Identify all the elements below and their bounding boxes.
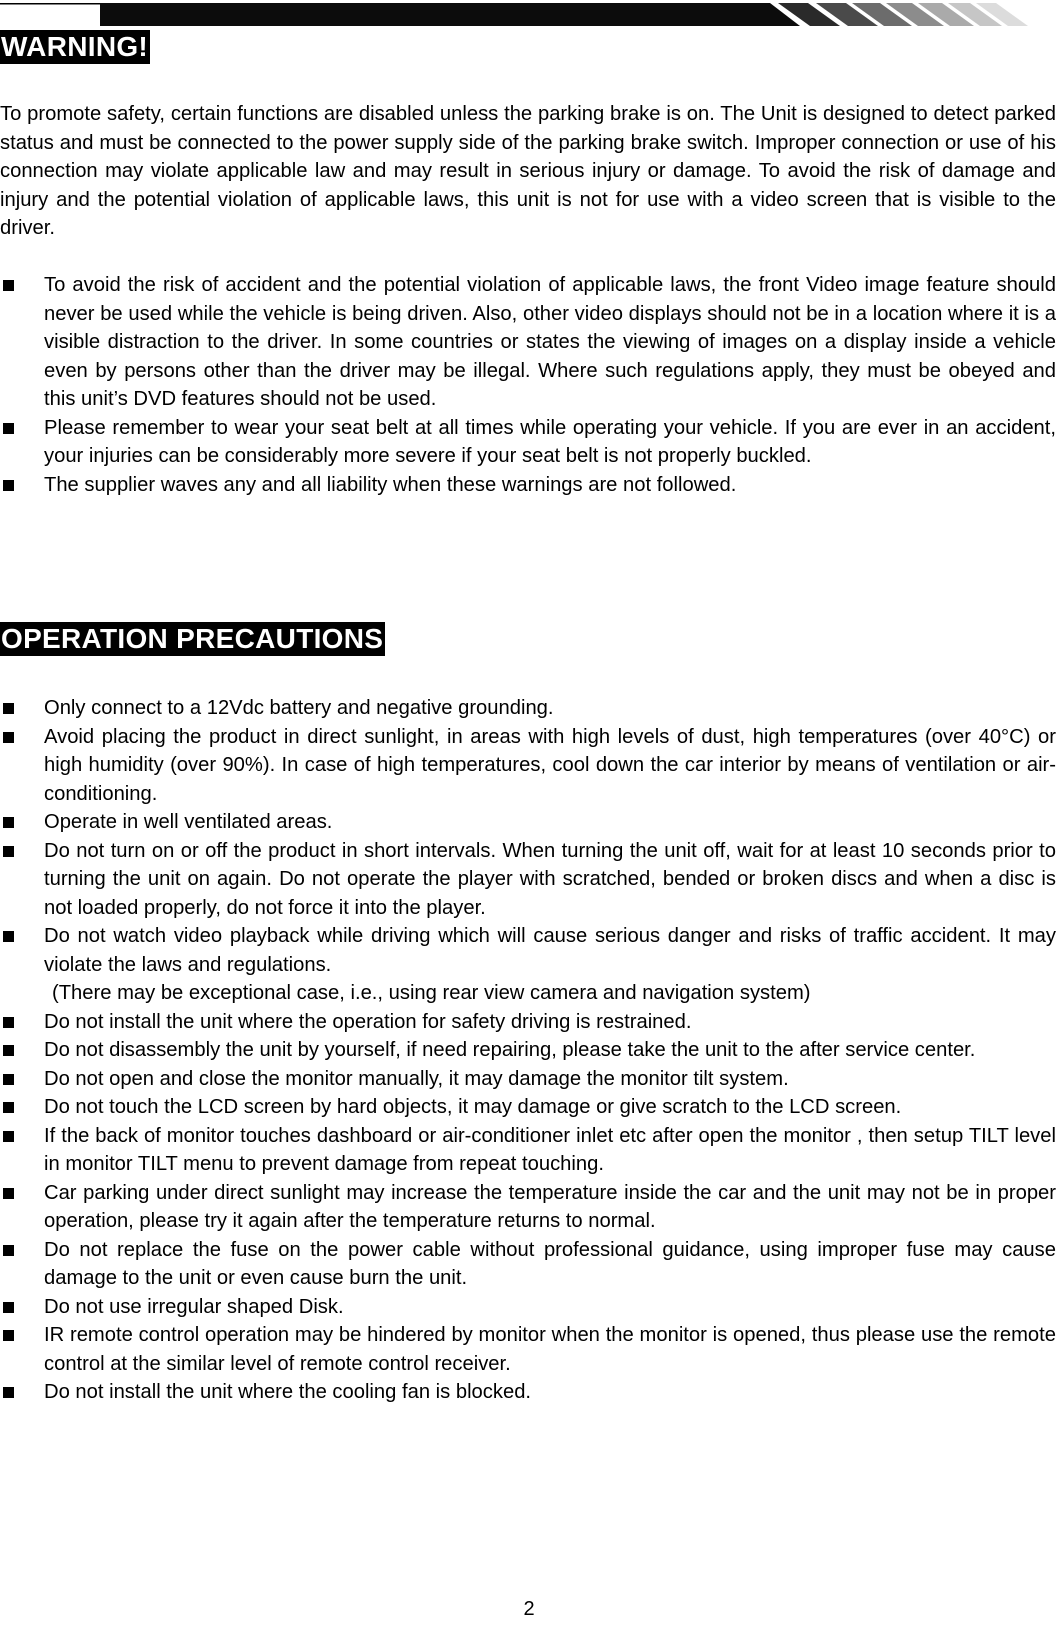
precautions-list (0, 694, 1056, 1407)
square-bullet-icon (3, 817, 14, 828)
precaution-item: Do not disassembly the unit by yourself, if need repairing, please take the unit to the after service center. (0, 1036, 1056, 1065)
precaution-item: Do not touch the LCD screen by hard objects, it may damage or give scratch to the LCD screen. (0, 1093, 1056, 1122)
precaution-item: Only connect to a 12Vdc battery and negative grounding. (0, 694, 1056, 723)
precaution-item: Do not install the unit where the cooling fan is blocked. (0, 1378, 1056, 1407)
precautions-heading: OPERATION PRECAUTIONS (1, 623, 384, 654)
square-bullet-icon (3, 846, 14, 857)
square-bullet-icon (3, 1387, 14, 1398)
square-bullet-icon (3, 732, 14, 743)
square-bullet-icon (3, 931, 14, 942)
square-bullet-icon (3, 480, 14, 491)
square-bullet-icon (3, 280, 14, 291)
page-number: 2 (523, 1598, 535, 1620)
precaution-note: (There may be exceptional case, i.e., using rear view camera and navigation system) (52, 982, 811, 1004)
warning-item: To avoid the risk of accident and the potential violation of applicable laws, the front Video image feature should never be used while the vehicle is being driven. Also, other video displays should not be in a location where it is a visible distraction to the driver. In some countries or states the viewing of images on a display inside a vehicle even by persons other than the driver may be illegal. Where such regulations apply, they must be obeyed and this unit’s DVD features should not be used. (0, 271, 1056, 414)
square-bullet-icon (3, 1045, 14, 1056)
warning-item: Please remember to wear your seat belt at all times while operating your vehicle. If you are ever in an accident, your injuries can be considerably more severe if your seat belt is not properly buckled. (0, 414, 1056, 471)
precaution-item: Do not replace the fuse on the power cable without professional guidance, using improper fuse may cause damage to the unit or even cause burn the unit. (0, 1236, 1056, 1293)
precaution-item: Do not watch video playback while driving which will cause serious danger and risks of traffic accident. It may violate the laws and regulations. (There may be exceptional case, i.e., using rear view camera and navigation system) (0, 922, 1056, 1008)
square-bullet-icon (3, 1017, 14, 1028)
warning-item: The supplier waves any and all liability when these warnings are not followed. (0, 471, 1056, 500)
warning-intro: To promote safety, certain functions are disabled unless the parking brake is on. The Unit is designed to detect parked status and must be connected to the power supply side of the parking brake switch. Improper connection or use of his connection may violate applicable law and may result in serious injury or damage. To avoid the risk of damage and injury and the potential violation of applicable laws, this unit is not for use with a video screen that is visible to the driver. (0, 103, 1056, 239)
precaution-item: If the back of monitor touches dashboard or air-conditioner inlet etc after open the monitor , then setup TILT level in monitor TILT menu to prevent damage from repeat touching. (0, 1122, 1056, 1179)
precaution-item: Car parking under direct sunlight may increase the temperature inside the car and the unit may not be in proper operation, please try it again after the temperature returns to normal. (0, 1179, 1056, 1236)
warning-list (0, 271, 1056, 499)
square-bullet-icon (3, 1188, 14, 1199)
square-bullet-icon (3, 703, 14, 714)
precaution-item: Do not install the unit where the operation for safety driving is restrained. (0, 1008, 1056, 1037)
square-bullet-icon (3, 1074, 14, 1085)
precaution-item: IR remote control operation may be hindered by monitor when the monitor is opened, thus please use the remote control at the similar level of remote control receiver. (0, 1321, 1056, 1378)
square-bullet-icon (3, 423, 14, 434)
warning-heading: WARNING! (1, 31, 149, 62)
precaution-item: Do not use irregular shaped Disk. (0, 1293, 1056, 1322)
header-decorative-bar (0, 0, 1058, 30)
precaution-item: Do not turn on or off the product in short intervals. When turning the unit off, wait for at least 10 seconds prior to turning the unit on again. Do not operate the player with scratched, bended or broken discs and when a disc is not loaded properly, do not force it into the player. (0, 837, 1056, 923)
square-bullet-icon (3, 1330, 14, 1341)
precaution-item: Operate in well ventilated areas. (0, 808, 1056, 837)
square-bullet-icon (3, 1131, 14, 1142)
square-bullet-icon (3, 1302, 14, 1313)
precaution-item: Avoid placing the product in direct sunlight, in areas with high levels of dust, high temperatures (over 40°C) or high humidity (over 90%). In case of high temperatures, cool down the car interior by means of ventilation or air-conditioning. (0, 723, 1056, 809)
square-bullet-icon (3, 1245, 14, 1256)
square-bullet-icon (3, 1102, 14, 1113)
precaution-item: Do not open and close the monitor manually, it may damage the monitor tilt system. (0, 1065, 1056, 1094)
